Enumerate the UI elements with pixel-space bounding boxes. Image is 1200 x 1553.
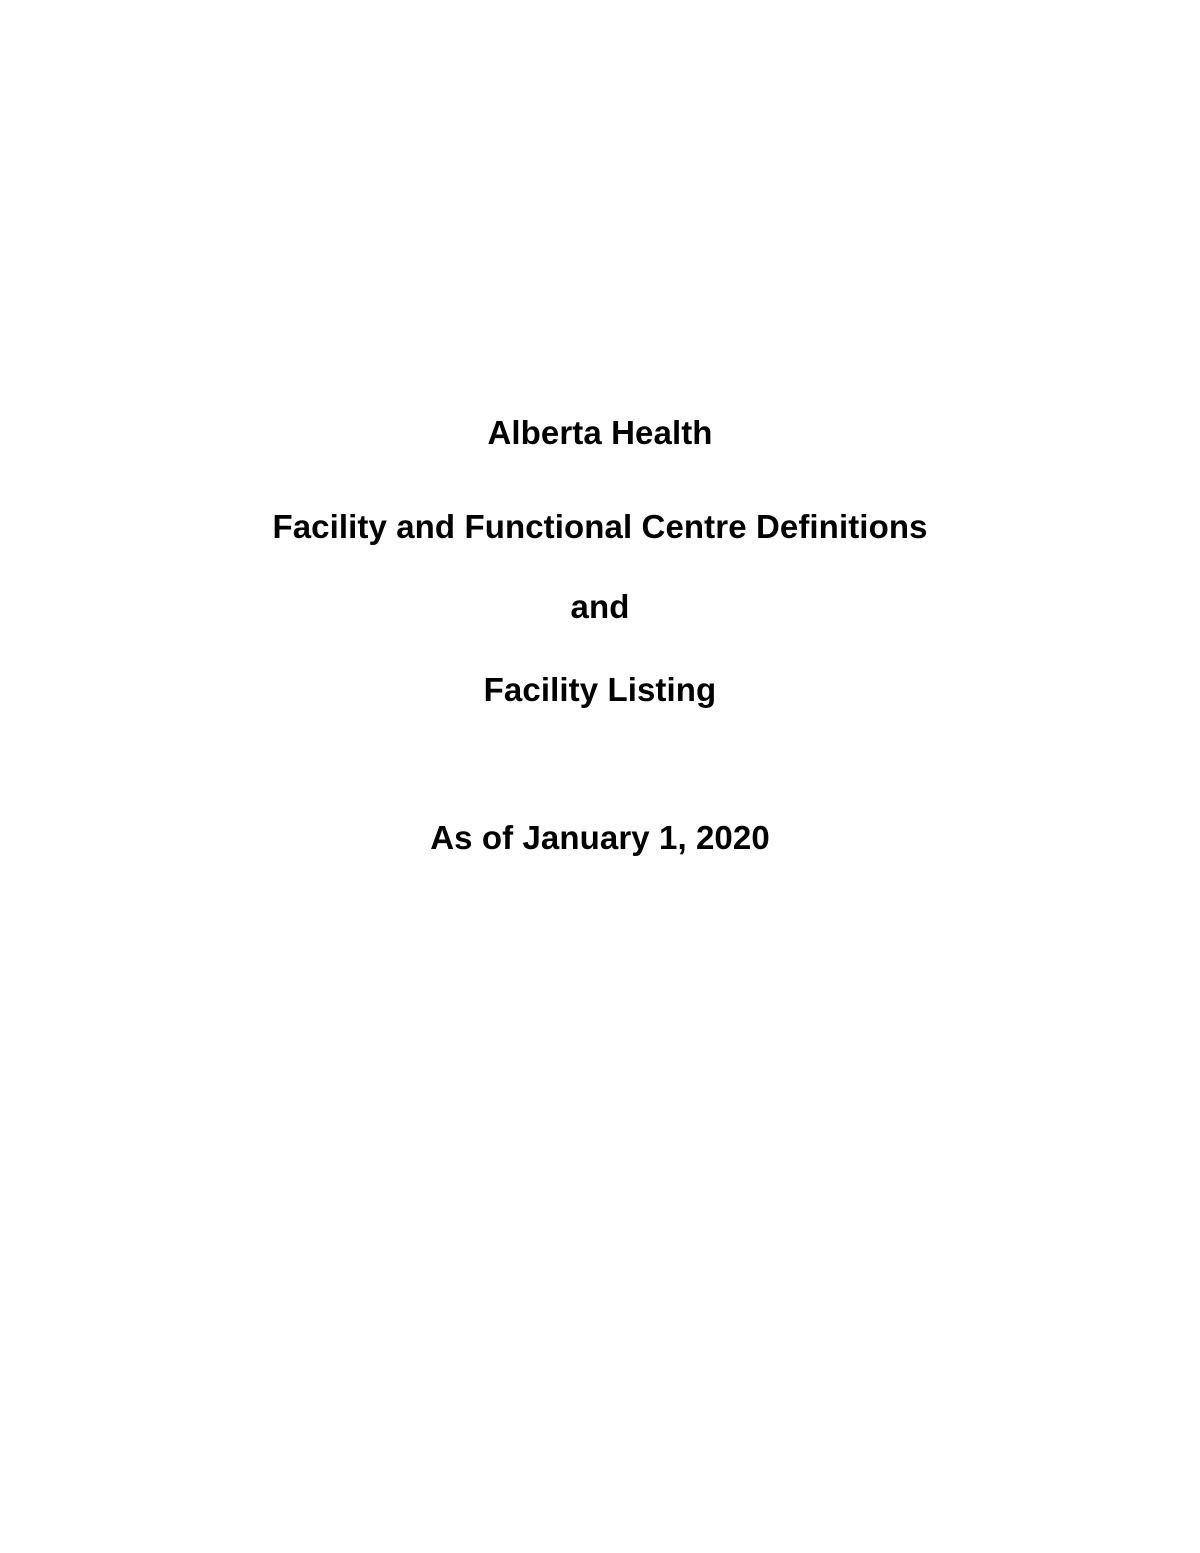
- organization-name: Alberta Health: [487, 414, 713, 451]
- document-subtitle: Facility Listing: [483, 671, 717, 708]
- effective-date: As of January 1, 2020: [430, 819, 770, 856]
- title-connector: and: [570, 588, 630, 625]
- document-title: Facility and Functional Centre Definitions: [272, 508, 928, 545]
